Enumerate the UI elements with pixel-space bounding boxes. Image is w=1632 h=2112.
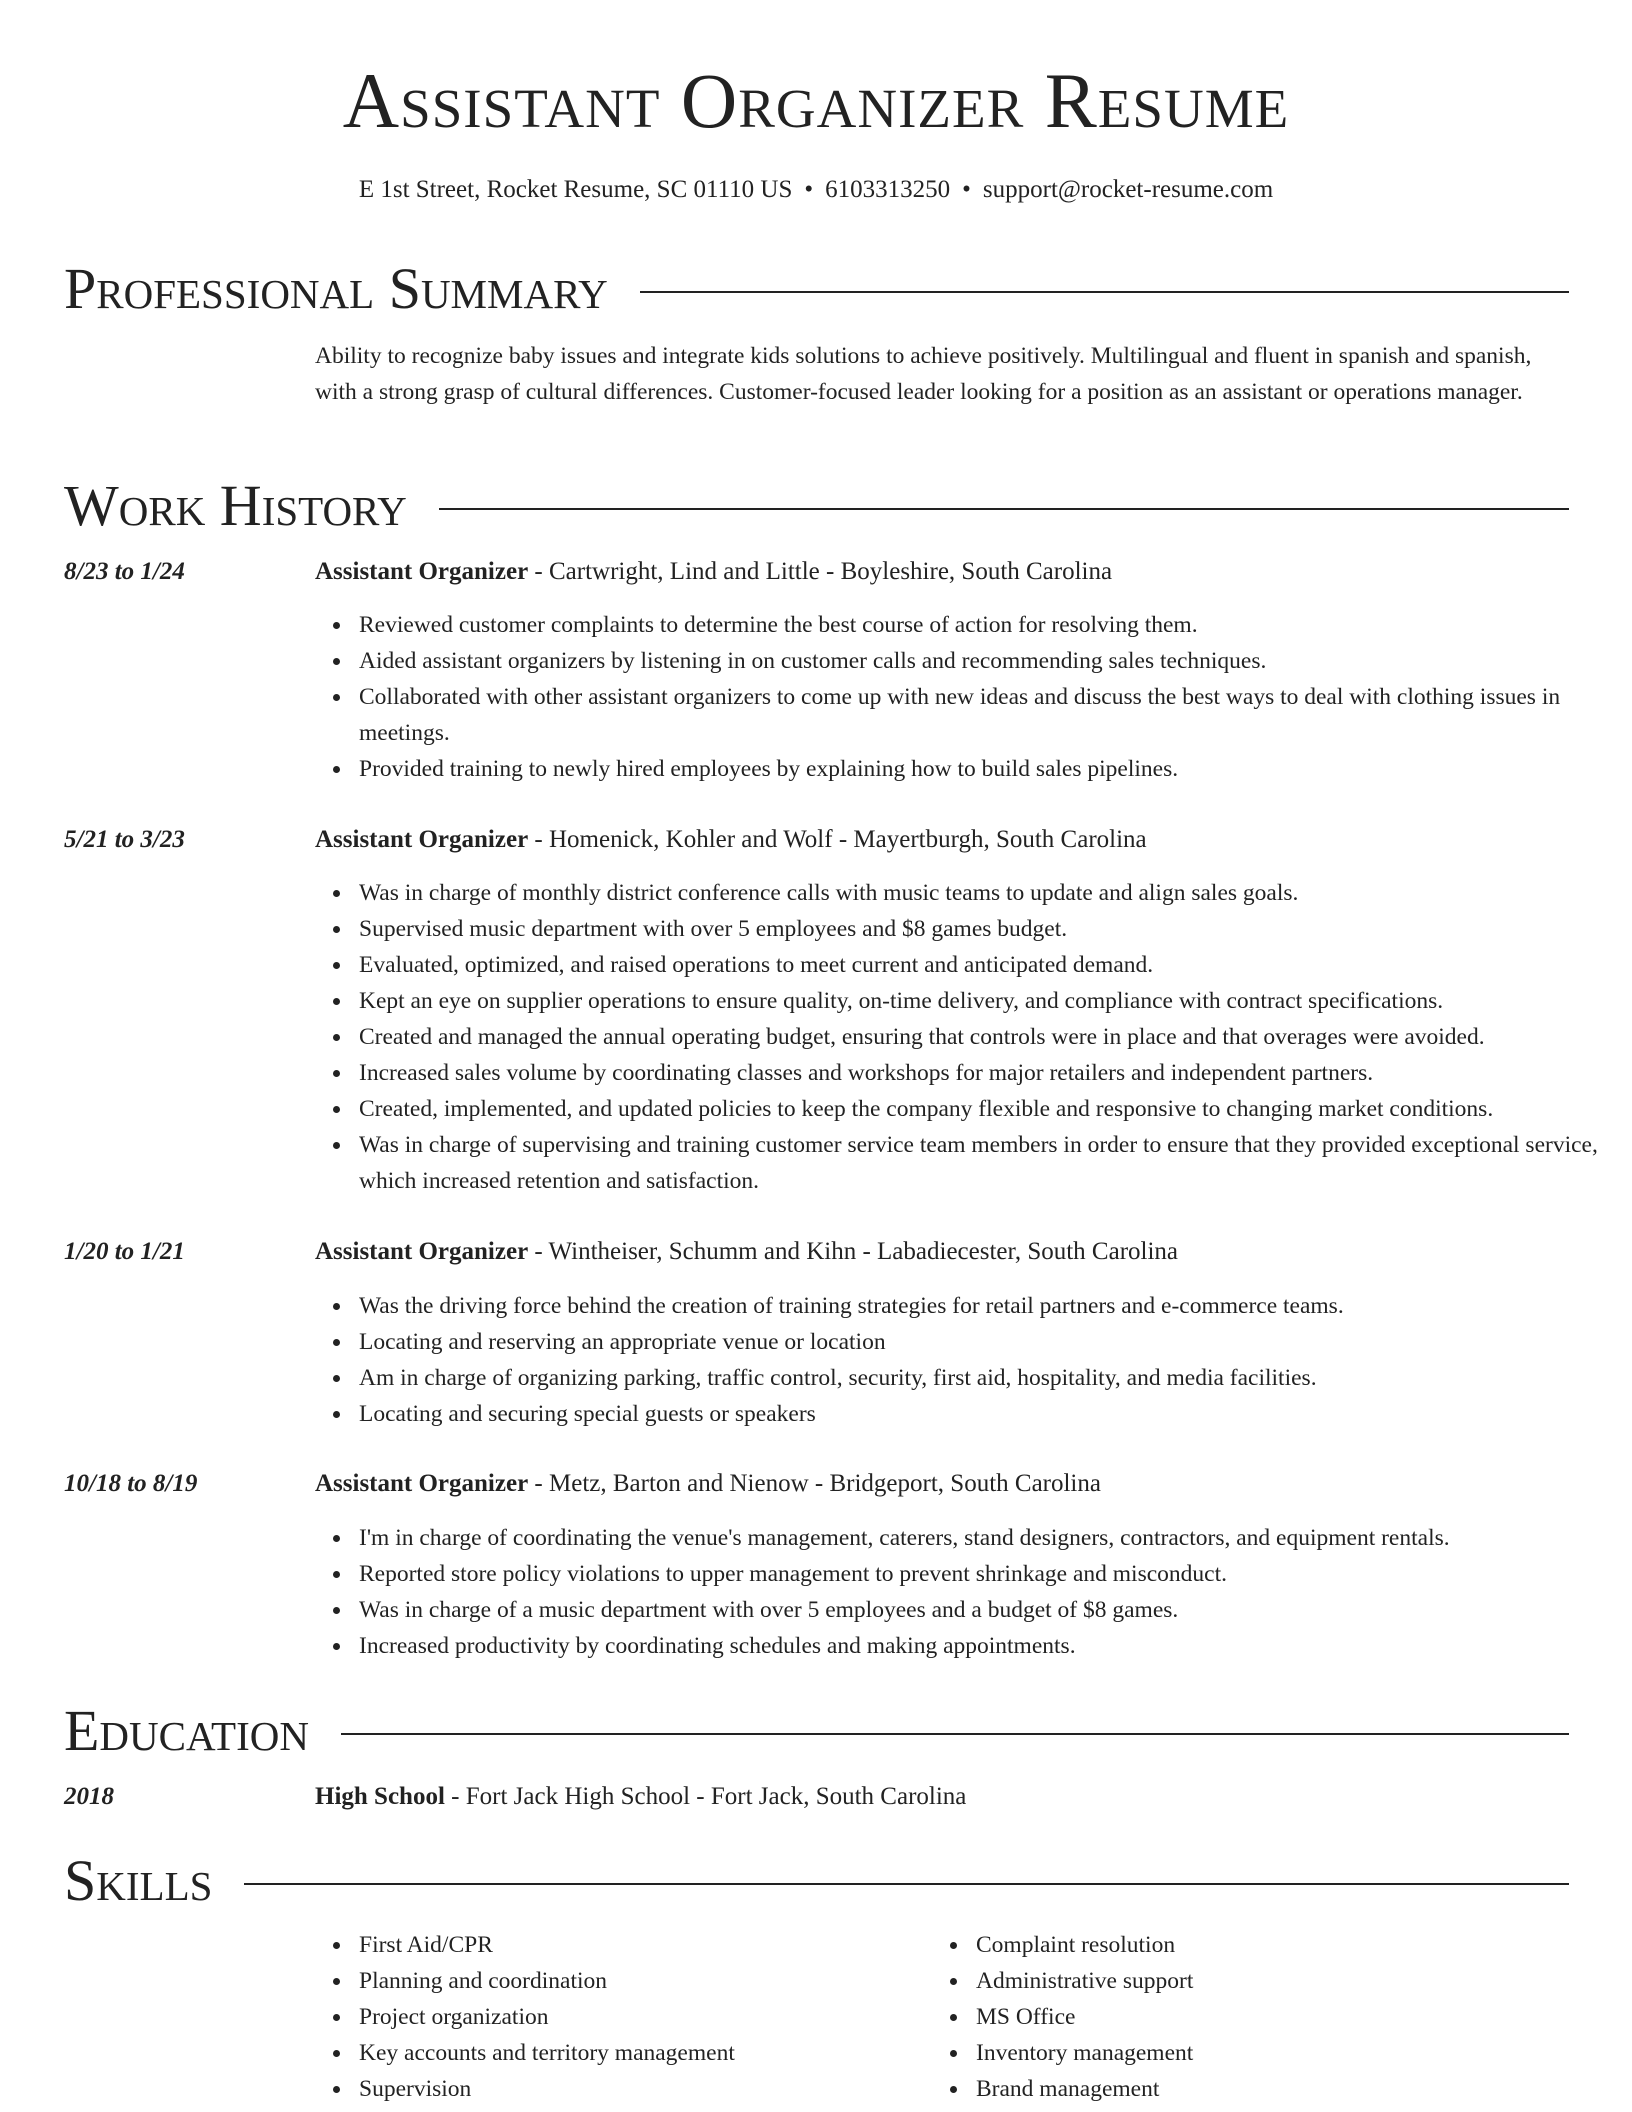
job-bullet: Kept an eye on supplier operations to ensure quality, on-time delivery, and compliance with contract specifications. [359,983,1619,1019]
skill-item: Brand management [976,2071,1536,2107]
section-work-title: Work History [64,473,407,538]
job-bullet: Collaborated with other assistant organizers to come up with new ideas and discuss the best ways to deal with clothing issues in meetings. [359,679,1619,751]
job-heading [315,558,1112,586]
job-title: Assistant Organizer [315,826,529,853]
section-work-header [64,473,1569,538]
section-education-title: Education [64,1698,309,1763]
job-bullets [315,1520,1619,1664]
job-details: - Cartwright, Lind and Little - Boyleshire, South Carolina [528,558,1113,585]
job-bullet: Supervised music department with over 5 employees and $8 games budget. [359,911,1619,947]
skill-item: First Aid/CPR [359,1927,919,1963]
job-bullet: Aided assistant organizers by listening in on customer calls and recommending sales techniques. [359,643,1619,679]
job-bullet: Am in charge of organizing parking, traffic control, security, first aid, hospitality, and media facilities. [359,1360,1619,1396]
contact-line [0,176,1632,204]
education-degree: High School [315,1783,445,1810]
skill-item: Planning and coordination [359,1963,919,1999]
job-title: Assistant Organizer [315,1238,529,1265]
section-divider [640,291,1569,293]
job-title: Assistant Organizer [315,1470,529,1497]
section-divider [341,1733,1569,1735]
contact-separator: • [962,176,971,203]
job-bullet: Locating and reserving an appropriate venue or location [359,1324,1619,1360]
skill-item: Inventory management [976,2035,1536,2071]
education-year: 2018 [64,1783,114,1810]
contact-separator: • [804,176,814,203]
summary-text: Ability to recognize baby issues and integrate kids solutions to achieve positively. Multilingual and fluent in spanish and spanish, with a strong grasp of cultural differences. Customer-focused leader looking for a position as an assistant or operations manager. [315,343,1532,405]
skill-item: Key accounts and territory management [359,2035,919,2071]
job-bullet: Was the driving force behind the creation of training strategies for retail partners and e-commerce teams. [359,1288,1619,1324]
job-details: - Metz, Barton and Nienow - Bridgeport, South Carolina [528,1470,1101,1497]
job-dates: 10/18 to 8/19 [64,1470,198,1497]
section-divider [244,1883,1569,1885]
job-bullets [315,607,1619,787]
section-skills-title: Skills [64,1848,213,1913]
job-bullet: Created, implemented, and updated policies to keep the company flexible and responsive to changing market conditions. [359,1091,1619,1127]
job-bullets [315,875,1619,1199]
job-heading [315,1238,1178,1266]
skill-item: Supervision [359,2071,919,2107]
contact-email: support@rocket-resume.com [982,176,1274,203]
job-bullet: Increased sales volume by coordinating classes and workshops for major retailers and independent partners. [359,1055,1619,1091]
job-title: Assistant Organizer [315,558,529,585]
education-details: - Fort Jack High School - Fort Jack, South Carolina [444,1783,967,1810]
job-dates: 1/20 to 1/21 [64,1238,185,1265]
job-bullet: Reviewed customer complaints to determine the best course of action for resolving them. [359,607,1619,643]
job-heading [315,1470,1101,1498]
job-bullet: Reported store policy violations to upper management to prevent shrinkage and misconduct. [359,1556,1619,1592]
section-divider [439,508,1569,510]
job-heading [315,826,1147,854]
contact-phone: 6103313250 [825,176,951,203]
skill-item: Administrative support [976,1963,1536,1999]
job-dates: 5/21 to 3/23 [64,826,185,853]
section-education-header [64,1698,1569,1763]
job-bullet: Locating and securing special guests or speakers [359,1396,1619,1432]
skills-list-left [315,1927,919,2107]
job-bullet: I'm in charge of coordinating the venue's management, caterers, stand designers, contractors, and equipment rentals. [359,1520,1619,1556]
resume-title: Assistant Organizer Resume [342,57,1290,144]
job-bullet: Evaluated, optimized, and raised operations to meet current and anticipated demand. [359,947,1619,983]
job-details: - Homenick, Kohler and Wolf - Mayertburgh, South Carolina [528,826,1147,853]
contact-address: E 1st Street, Rocket Resume, SC 01110 US [358,176,793,203]
job-bullet: Increased productivity by coordinating schedules and making appointments. [359,1628,1619,1664]
job-dates: 8/23 to 1/24 [64,558,185,585]
section-summary-header [64,256,1569,321]
job-bullet: Was in charge of monthly district conference calls with music teams to update and align sales goals. [359,875,1619,911]
job-bullet: Was in charge of supervising and training customer service team members in order to ensure that they provided exceptional service, which increased retention and satisfaction. [359,1127,1619,1199]
skills-list-right [932,1927,1536,2107]
section-summary-title: Professional Summary [64,256,608,321]
skill-item: Complaint resolution [976,1927,1536,1963]
job-bullet: Provided training to newly hired employees by explaining how to build sales pipelines. [359,751,1619,787]
job-details: - Wintheiser, Schumm and Kihn - Labadiecester, South Carolina [528,1238,1179,1265]
skill-item: MS Office [976,1999,1536,2035]
job-bullet: Was in charge of a music department with over 5 employees and a budget of $8 games. [359,1592,1619,1628]
section-skills-header [64,1848,1569,1913]
job-bullet: Created and managed the annual operating budget, ensuring that controls were in place and that overages were avoided. [359,1019,1619,1055]
job-bullets [315,1288,1619,1432]
skill-item: Project organization [359,1999,919,2035]
education-heading [315,1783,966,1811]
